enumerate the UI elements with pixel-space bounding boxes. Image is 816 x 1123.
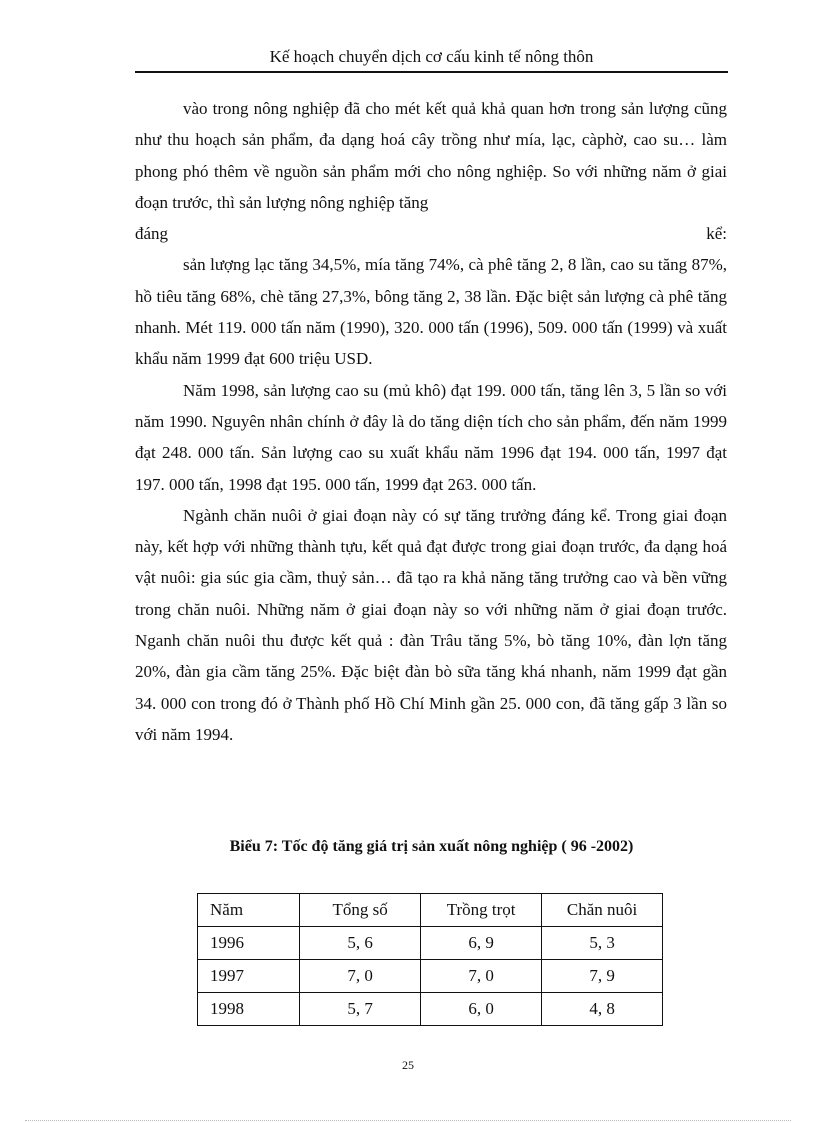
cell-livestock: 5, 3 (542, 927, 663, 960)
cell-year: 1997 (198, 960, 300, 993)
paragraph-1-last-word-left: đáng (135, 224, 169, 244)
cell-crops: 6, 0 (421, 993, 542, 1026)
table-row (198, 960, 663, 993)
paragraph-1-text: vào trong nông nghiệp đã cho mét kết quả khả quan hơn trong sản lượng cũng như thu hoạch sản phẩm, đa dạng hoá cây trồng như mía, lạc, càphờ, cao su… làm phong phó thêm về nguồn sản phẩm mới cho nông nghiệp. So với những năm ở giai đoạn trước, thì sản lượng nông nghiệp tăng (135, 99, 727, 212)
header-cell-total: Tổng số (300, 894, 421, 927)
header-cell-livestock: Chăn nuôi (542, 894, 663, 927)
table-header-row (198, 894, 663, 927)
page-number: 25 (402, 1058, 414, 1072)
cell-crops: 7, 0 (421, 960, 542, 993)
paragraph-3: Năm 1998, sản lượng cao su (mủ khô) đạt 199. 000 tấn, tăng lên 3, 5 lần so với năm 1990. Nguyên nhân chính ở đây là do tăng diện tích cho sản phẩm, đến năm 1999 đạt 248. 000 tấn. Sản lượng cao su xuất khẩu năm 1996 đạt 194. 000 tấn, 1997 đạt 197. 000 tấn, 1998 đạt 195. 000 tấn, 1999 đạt 263. 000 tấn. (135, 380, 727, 494)
paragraph-1-last-word-right: kể: (706, 224, 727, 244)
cell-year: 1998 (198, 993, 300, 1026)
page-bottom-rule (25, 1120, 791, 1121)
paragraph-1 (135, 93, 727, 218)
table-row (198, 927, 663, 960)
table-row (198, 993, 663, 1026)
cell-total: 5, 6 (300, 927, 421, 960)
paragraph-4: Ngành chăn nuôi ở giai đoạn này có sự tăng trưởng đáng kể. Trong giai đoạn này, kết hợp với những thành tựu, kết quả đạt được trong giai đoạn trước, đa dạng hoá vật nuôi: gia súc gia cầm, thuỷ sản… đã tạo ra khả năng tăng trưởng cao và bền vững trong chăn nuôi. Những năm ở giai đoạn này so với những năm ở giai đoạn trước. Nganh chăn nuôi thu được kết quả : đàn Trâu tăng 5%, bò tăng 10%, đàn lợn tăng 20%, đàn gia cầm tăng 25%. Đặc biệt đàn bò sữa tăng khá nhanh, năm 1999 đạt gần 34. 000 con trong đó ở Thành phố Hồ Chí Minh gần 25. 000 con, đã tăng gấp 3 lần so với năm 1994. (135, 505, 727, 744)
cell-crops: 6, 9 (421, 927, 542, 960)
cell-year: 1996 (198, 927, 300, 960)
header-rule (135, 71, 728, 73)
paragraph-1-last-line (135, 218, 727, 249)
paragraph-2: sản lượng lạc tăng 34,5%, mía tăng 74%, cà phê tăng 2, 8 lần, cao su tăng 87%, hồ tiêu tăng 68%, chè tăng 27,3%, bông tăng 2, 38 lần. Đặc biệt sản lượng cà phê tăng nhanh. Mét 119. 000 tấn năm (1990), 320. 000 tấn (1996), 509. 000 tấn (1999) và xuất khẩu năm 1999 đạt 600 triệu USD. (135, 255, 727, 369)
running-header: Kế hoạch chuyển dịch cơ cấu kinh tế nông thôn (269, 47, 594, 66)
cell-livestock: 7, 9 (542, 960, 663, 993)
cell-livestock: 4, 8 (542, 993, 663, 1026)
header-cell-year: Năm (198, 894, 300, 927)
table-caption: Biểu 7: Tốc độ tăng giá trị sản xuất nông nghiệp ( 96 -2002) (229, 838, 634, 855)
header-cell-crops: Trồng trọt (421, 894, 542, 927)
cell-total: 5, 7 (300, 993, 421, 1026)
growth-table (197, 893, 663, 1026)
cell-total: 7, 0 (300, 960, 421, 993)
body-text (135, 93, 727, 750)
